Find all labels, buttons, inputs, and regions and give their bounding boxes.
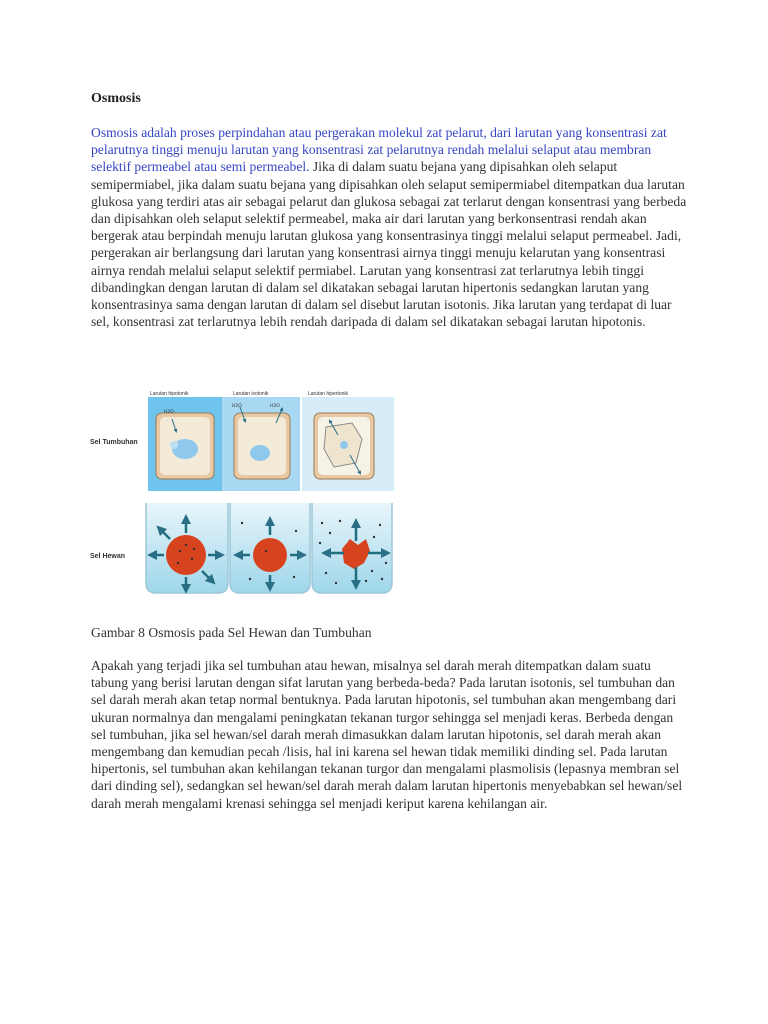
animal-cell-hipotonik [146, 503, 228, 593]
svg-text:H2O: H2O [164, 410, 174, 415]
svg-text:H2O: H2O [232, 404, 242, 409]
osmosis-figure [90, 383, 400, 601]
svg-text:H2O: H2O [270, 404, 280, 409]
col-label-hipertonik: Larutan hipertonik [308, 391, 349, 397]
paragraph-explanation: Apakah yang terjadi jika sel tumbuhan atau hewan, misalnya sel darah merah ditempatkan dalam suatu tabung yang berisi larutan dengan sifat larutan yang berbeda-beda? Pada larutan isotonis, sel tumbuhan dan sel darah merah akan tetap normal bentuknya. Pada larutan hipotonis, sel tumbuhan akan mengembang dari ukuran normalnya dan mengalami peningkatan tekanan turgor sehingga sel menjadi keras. Berbeda dengan sel tumbuhan, jika sel hewan/sel darah merah dimasukkan dalam larutan hipotonis, sel darah merah akan mengembang dan kemudian pecah /lisis, hal ini karena sel hewan tidak memiliki dinding sel. Pada larutan hipertonis, sel tumbuhan akan kehilangan tekanan turgor dan mengalami plasmolisis (lepasnya membran sel dari dinding sel), sedangkan sel hewan/sel darah merah dalam larutan hipertonis menyebabkan sel hewan/sel darah merah mengalami krenasi sehingga sel menjadi keriput karena kehilangan air. [91, 658, 683, 811]
plant-cell-hipotonik [148, 397, 222, 491]
row-label-plant: Sel Tumbuhan [90, 439, 138, 446]
animal-cell-hipertonik [312, 503, 392, 593]
osmosis-illustration [90, 383, 400, 601]
plant-cell-hipertonik [302, 397, 394, 491]
figure-caption: Gambar 8 Osmosis pada Sel Hewan dan Tumbuhan [91, 625, 372, 640]
definition-rest: Jika di dalam suatu bejana yang dipisahkan oleh selaput semipermiabel, jika dalam suatu bejana yang dipisahkan oleh selaput semipermiabel ditempatkan dua larutan glukosa yang terdiri atas air sebagai pelarut dan glukosa sebagai zat terlarut dengan konsentrasi yang berbeda dan dipisahkan oleh selaput selektif permeabel, maka air dari larutan yang berkonsentrasi rendah akan bergerak atau berpindah menuju larutan glukosa yang konsentrasinya tinggi melalui selaput permeabel. Jadi, pergerakan air berlangsung dari larutan yang konsentrasi airnya tinggi menuju kelarutan yang konsentrasi airnya rendah melalui selaput selektif permiabel. Larutan yang konsentrasi zat terlarutnya lebih tinggi dibandingkan dengan larutan di dalam sel dikatakan sebagai larutan hipertonis sedangkan larutan yang konsentrasinya sama dengan larutan di dalam sel disebut larutan isotonis. Jika larutan yang terdapat di luar sel, konsentrasi zat terlarutnya lebih rendah daripada di dalam sel dikatakan sebagai larutan hipotonis. [91, 159, 687, 330]
col-label-hipotonik: Larutan hipotonik [150, 391, 189, 397]
paragraph-definition [91, 124, 687, 330]
definition-highlight: Osmosis adalah proses perpindahan atau pergerakan molekul zat pelarut, dari larutan yang konsentrasi zat pelarutnya tinggi menuju larutan yang konsentrasi zat pelarutnya rendah melalui selaput atau membran selektif permeabel atau semi permeabel. [91, 125, 667, 175]
col-label-isotonik: Larutan isotonik [233, 391, 269, 397]
animal-cell-isotonik [230, 503, 310, 593]
plant-cell-isotonik [222, 397, 300, 491]
page-title: Osmosis [91, 91, 141, 106]
row-label-animal: Sel Hewan [90, 553, 126, 560]
